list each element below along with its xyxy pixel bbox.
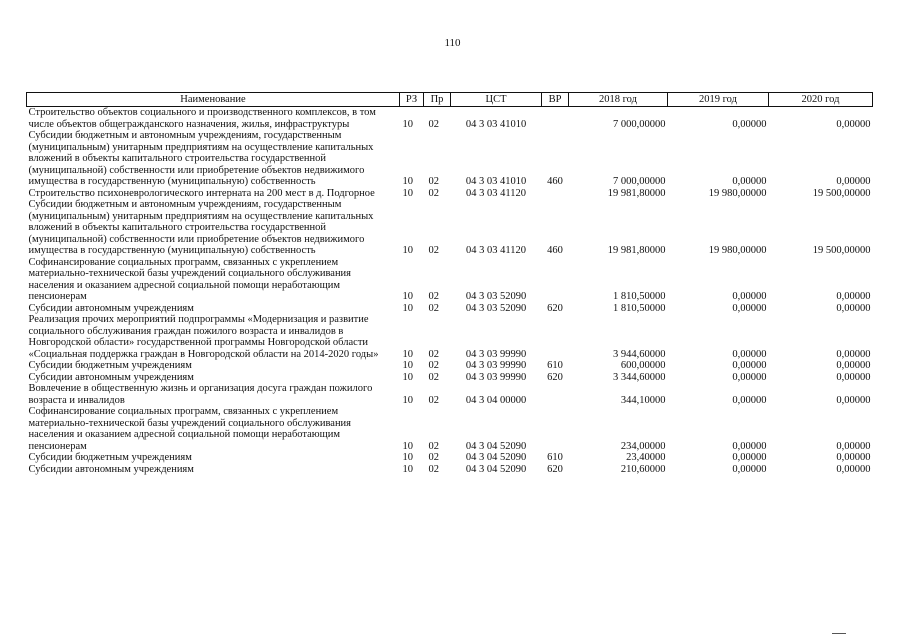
row-cst: 04 3 03 41120: [466, 245, 526, 256]
row-2020: 0,00000: [836, 360, 871, 371]
header-2019: 2019 год: [668, 93, 769, 107]
row-2019: 0,00000: [732, 118, 767, 130]
header-2018: 2018 год: [569, 93, 668, 107]
row-pr: 02: [428, 291, 439, 302]
row-rz: 10: [402, 245, 413, 256]
table-body: [27, 107, 873, 476]
header-name: Наименование: [27, 93, 400, 107]
row-2019: 0,00000: [732, 302, 767, 314]
row-2018: 7 000,00000: [613, 176, 666, 187]
row-2019: 0,00000: [732, 371, 767, 383]
row-2018: 234,00000: [620, 440, 666, 452]
row-pr: 02: [428, 245, 439, 256]
row-2019: 19 980,00000: [708, 187, 767, 199]
row-vr: [542, 107, 569, 131]
row-pr: 02: [428, 348, 439, 360]
row-2020: 0,00000: [836, 452, 871, 463]
header-vr: ВР: [542, 93, 569, 107]
row-cst: 04 3 03 41120: [466, 187, 526, 199]
row-2018: 23,40000: [626, 452, 666, 463]
row-2020: 0,00000: [836, 302, 871, 314]
header-pr: Пр: [424, 93, 451, 107]
row-2018: 600,00000: [620, 360, 666, 371]
row-cst: 04 3 03 41010: [465, 176, 527, 187]
row-2018: 1 810,50000: [613, 291, 666, 302]
row-2019: 0,00000: [732, 348, 767, 360]
row-pr: 02: [428, 394, 439, 406]
row-2019: 0,00000: [732, 463, 767, 475]
row-vr: 460: [547, 245, 563, 256]
row-cst: 04 3 03 41010: [465, 118, 527, 130]
row-vr: [542, 406, 569, 452]
row-2019: 0,00000: [732, 176, 767, 187]
row-pr: 02: [428, 302, 439, 314]
table-row: [27, 303, 873, 315]
table-row: [27, 199, 873, 257]
row-vr: 610: [547, 360, 563, 371]
row-2019: 0,00000: [732, 291, 767, 302]
row-2018: 19 981,80000: [607, 245, 666, 256]
row-cst: 04 3 03 99990: [465, 360, 527, 371]
row-vr: [542, 257, 569, 303]
table-row: [27, 107, 873, 131]
row-name: Софинансирование социальных программ, связанных с укреплением материально-технической базы учреждений социального обслуживания населения и оказанием адресной социальной помощи неработающим пенсионерам: [28, 256, 352, 302]
row-rz: 10: [402, 302, 413, 314]
row-cst: 04 3 04 52090: [465, 463, 527, 475]
row-2018: 344,10000: [620, 394, 666, 406]
row-pr: 02: [428, 176, 439, 187]
row-2018: 7 000,00000: [613, 118, 666, 130]
table-row: [27, 452, 873, 464]
row-rz: 10: [402, 176, 413, 187]
table-row: [27, 464, 873, 476]
row-rz: 10: [402, 452, 413, 463]
row-pr: 02: [428, 371, 439, 383]
row-pr: 02: [428, 187, 439, 199]
row-vr: [542, 383, 569, 406]
row-name: Субсидии автономным учреждениям: [28, 371, 194, 383]
row-vr: 460: [547, 176, 563, 187]
row-2020: 19 500,00000: [812, 187, 871, 199]
row-name: Софинансирование социальных программ, связанных с укреплением материально-технической базы учреждений социального обслуживания населения и оказанием адресной социальной помощи неработающим пенсионерам: [28, 406, 352, 452]
row-rz: 10: [402, 360, 413, 371]
row-vr: 620: [547, 302, 563, 314]
row-name: Реализация прочих мероприятий подпрограммы «Модернизация и развитие социального обслуживания граждан пожилого возраста и инвалидов в Новгородской области» государственной программы Новгородской области «Социальная поддержка граждан в Новгородской области на 2014-2020 годы»: [28, 314, 379, 360]
row-rz: 10: [402, 187, 413, 199]
row-cst: 04 3 03 52090: [465, 302, 527, 314]
row-name: Строительство психоневрологического интерната на 200 мест в д. Подгорное: [28, 187, 375, 199]
table-row: [27, 360, 873, 372]
row-rz: 10: [402, 394, 413, 406]
row-cst: 04 3 03 99990: [465, 371, 527, 383]
row-cst: 04 3 03 52090: [465, 291, 527, 302]
row-2020: 0,00000: [836, 440, 871, 452]
row-pr: 02: [428, 360, 439, 371]
row-pr: 02: [428, 440, 439, 452]
row-rz: 10: [402, 371, 413, 383]
row-cst: 04 3 04 52090: [465, 452, 527, 463]
table-row: [27, 188, 873, 200]
page-number: 110: [444, 37, 461, 49]
table-row: [27, 257, 873, 303]
page-corner-mark: [832, 633, 846, 634]
row-name: Строительство объектов социального и производственного комплексов, в том числе объектов общегражданского назначения, жилья, инфраструктуры: [28, 107, 376, 130]
row-name: Субсидии бюджетным учреждениям: [28, 452, 192, 463]
row-2020: 0,00000: [836, 176, 871, 187]
row-rz: 10: [402, 348, 413, 360]
row-vr: [542, 314, 569, 360]
row-rz: 10: [402, 118, 413, 130]
row-rz: 10: [402, 291, 413, 302]
row-name: Субсидии бюджетным и автономным учреждениям, государственным (муниципальным) унитарным предприятиям на осуществление капитальных вложений в объекты капитального строительства государственной (муниципальной) собственности или приобретение объектов недвижимого имущества в государственную (муниципальную) собственность: [28, 199, 374, 256]
row-cst: 04 3 04 00000: [465, 394, 527, 406]
row-2019: 0,00000: [732, 440, 767, 452]
header-2020: 2020 год: [769, 93, 873, 107]
row-vr: 620: [547, 371, 563, 383]
row-vr: 620: [547, 463, 563, 475]
table-row: [27, 406, 873, 452]
row-rz: 10: [402, 440, 413, 452]
row-pr: 02: [428, 452, 439, 463]
row-2018: 1 810,50000: [613, 302, 666, 314]
row-2019: 19 980,00000: [708, 245, 767, 256]
row-2020: 0,00000: [836, 371, 871, 383]
row-2018: 19 981,80000: [607, 187, 666, 199]
budget-table: [26, 92, 873, 475]
row-2019: 0,00000: [732, 452, 767, 463]
row-2020: 0,00000: [836, 118, 871, 130]
row-name: Субсидии бюджетным учреждениям: [28, 360, 192, 371]
table-row: [27, 130, 873, 188]
row-pr: 02: [428, 463, 439, 475]
row-2018: 3 944,60000: [613, 348, 666, 360]
row-name: Субсидии автономным учреждениям: [28, 302, 194, 314]
row-2018: 210,60000: [620, 463, 666, 475]
row-name: Субсидии автономным учреждениям: [28, 463, 194, 475]
row-2020: 0,00000: [836, 394, 871, 406]
row-2020: 0,00000: [836, 463, 871, 475]
row-cst: 04 3 03 99990: [465, 348, 527, 360]
row-2019: 0,00000: [732, 360, 767, 371]
row-cst: 04 3 04 52090: [465, 440, 527, 452]
row-vr: 610: [547, 452, 563, 463]
row-rz: 10: [402, 463, 413, 475]
table-row: [27, 383, 873, 406]
row-name: Субсидии бюджетным и автономным учреждениям, государственным (муниципальным) унитарным предприятиям на осуществление капитальных вложений в объекты капитального строительства государственной (муниципальной) собственности или приобретение объектов недвижимого имущества в государственную (муниципальную) собственность: [28, 130, 374, 187]
row-vr: [542, 188, 569, 200]
row-2020: 0,00000: [836, 291, 871, 302]
row-pr: 02: [428, 118, 439, 130]
table-row: [27, 372, 873, 384]
row-2020: 0,00000: [836, 348, 871, 360]
row-2018: 3 344,60000: [613, 371, 666, 383]
row-2020: 19 500,00000: [812, 245, 871, 256]
table-header-row: [27, 93, 873, 107]
row-2019: 0,00000: [732, 394, 767, 406]
table-row: [27, 314, 873, 360]
row-name: Вовлечение в общественную жизнь и организация досуга граждан пожилого возраста и инвалидов: [28, 383, 373, 406]
header-cst: ЦСТ: [451, 93, 542, 107]
header-rz: РЗ: [400, 93, 424, 107]
